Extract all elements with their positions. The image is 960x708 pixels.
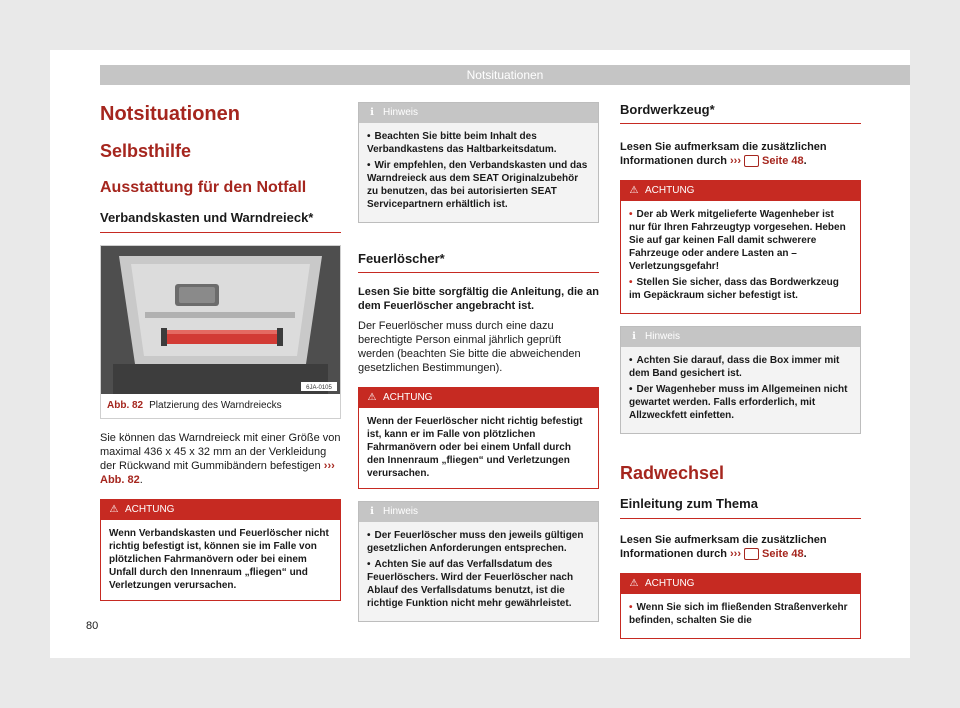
running-header: Notsituationen — [100, 65, 910, 85]
warning-text: Wenn der Feuerlöscher nicht richtig befestigt ist, kann er im Falle von plötzlichen Fahrmanövern oder bei einem Unfall durch den Innenraum „fliegen“ und Verletzungen verursachen. — [367, 416, 583, 479]
warning-triangle-icon: ⚠ — [367, 392, 377, 403]
chapter-title: Notsituationen — [100, 103, 240, 125]
warning-header — [621, 181, 860, 201]
warning-header — [101, 500, 340, 520]
warning-text: Wenn Verbandskasten und Feuerlöscher nicht richtig befestigt ist, können sie im Falle von plötzlichen Fahrmanövern oder bei einem Unfall durch den Innenraum „fliegen“ und Verletzungen verursachen. — [109, 528, 329, 591]
section-title-feuerloescher: Feuerlöscher* — [358, 251, 599, 273]
list-item: • Der ab Werk mitgelieferte Wagenheber ist nur für Ihren Fahrzeugtyp vorgesehen. Heben Sie auf gar keinen Fall damit schwerere Fahrzeuge oder andere Lasten an – Verletzungsgefahr! — [629, 209, 846, 272]
info-icon: ℹ — [370, 506, 374, 517]
lead-text: Lesen Sie aufmerksam die zusätzlichen Informationen durch ››› Seite 48. — [620, 141, 827, 167]
hint-box-1 — [358, 102, 599, 223]
hint-header — [621, 327, 860, 347]
warning-box — [358, 387, 599, 489]
body-end: . — [139, 474, 143, 486]
body-paragraph — [100, 431, 341, 487]
figure-82 — [100, 245, 341, 419]
subsection-title: Ausstattung für den Notfall — [100, 179, 307, 196]
column-right — [620, 90, 861, 639]
column-middle — [358, 90, 599, 622]
section-title-bordwerkzeug: Bordwerkzeug* — [620, 102, 861, 124]
body-paragraph: Der Feuerlöscher muss durch eine dazu berechtigte Person einmal jährlich geprüft werden (beachten Sie bitte die abweichenden gesetzlichen Bestimmungen). — [358, 320, 581, 374]
warning-triangle-icon: ⚠ — [629, 578, 639, 589]
warning-title: ACHTUNG — [383, 392, 433, 403]
info-icon: ℹ — [632, 331, 636, 342]
page-link-icon — [744, 548, 759, 560]
topic-title: Einleitung zum Thema — [620, 496, 861, 519]
warning-box — [620, 180, 861, 314]
section-title-radwechsel: Radwechsel — [620, 463, 725, 483]
page-ref-link[interactable]: Seite 48 — [762, 155, 804, 167]
page-ref-link[interactable]: Seite 48 — [762, 548, 804, 560]
lead-text: Lesen Sie aufmerksam die zusätzlichen Informationen durch ››› Seite 48. — [620, 534, 827, 560]
page-number: 80 — [86, 620, 99, 632]
trunk-illustration — [101, 246, 340, 394]
hint-title: Hinweis — [383, 506, 419, 517]
lead-text: Lesen Sie bitte sorgfältig die Anleitung, die an dem Feuerlöscher angebracht ist. — [358, 286, 600, 312]
body-text: Sie können das Warndreieck mit einer Größe von maximal 436 x 45 x 32 mm an der Verkleidung der Rückwand mit Gummibändern befestigen — [100, 432, 341, 472]
warning-title: ACHTUNG — [645, 185, 695, 196]
hint-title: Hinweis — [645, 331, 681, 342]
figure-caption-text: Platzierung des Warndreiecks — [149, 400, 282, 411]
warning-header — [359, 388, 598, 408]
list-item: • Wir empfehlen, den Verbandskasten und das Warndreieck aus dem SEAT Originalzubehör zu benutzen, das bei autorisierten SEAT Servicepartnern erhältlich ist. — [367, 160, 588, 210]
page-link-icon — [744, 155, 759, 167]
info-icon: ℹ — [370, 107, 374, 118]
warning-triangle-icon: ⚠ — [109, 504, 119, 515]
figure-code: 6JA-0105 — [306, 385, 332, 391]
warning-triangle-icon: ⚠ — [629, 185, 639, 196]
hint-box-3 — [620, 326, 861, 434]
list-item: • Achten Sie darauf, dass die Box immer mit dem Band gesichert ist. — [629, 355, 840, 379]
hint-header — [359, 103, 598, 123]
figure-ref-link[interactable]: ››› Abb. 82 — [100, 460, 335, 486]
warning-title: ACHTUNG — [645, 578, 695, 589]
column-left — [100, 90, 341, 601]
manual-page — [50, 50, 910, 658]
list-item: • Beachten Sie bitte beim Inhalt des Verbandkastens das Haltbarkeitsdatum. — [367, 131, 557, 155]
list-item: • Achten Sie auf das Verfallsdatum des Feuerlöschers. Wird der Feuerlöscher nach Ablauf des Verfallsdatums benutzt, ist die richtige Funktion nicht mehr gewährleistet. — [367, 559, 574, 609]
topic-title: Verbandskasten und Warndreieck* — [100, 210, 341, 233]
section-title: Selbsthilfe — [100, 141, 192, 161]
list-item: • Der Wagenheber muss im Allgemeinen nicht gewartet werden. Falls erforderlich, mit Allzweckfett einfetten. — [629, 384, 848, 421]
list-item: • Wenn Sie sich im fließenden Straßenverkehr befinden, schalten Sie die — [629, 602, 848, 626]
hint-box-2 — [358, 501, 599, 622]
hint-title: Hinweis — [383, 107, 419, 118]
list-item: • Stellen Sie sicher, dass das Bordwerkzeug im Gepäckraum sicher befestigt ist. — [629, 277, 839, 301]
list-item: • Der Feuerlöscher muss den jeweils gültigen gesetzlichen Anforderungen entsprechen. — [367, 530, 584, 554]
figure-caption — [101, 394, 340, 418]
warning-title: ACHTUNG — [125, 504, 175, 515]
warning-box — [100, 499, 341, 601]
warning-box — [620, 573, 861, 639]
warning-header — [621, 574, 860, 594]
hint-header — [359, 502, 598, 522]
figure-number: Abb. 82 — [107, 400, 144, 411]
